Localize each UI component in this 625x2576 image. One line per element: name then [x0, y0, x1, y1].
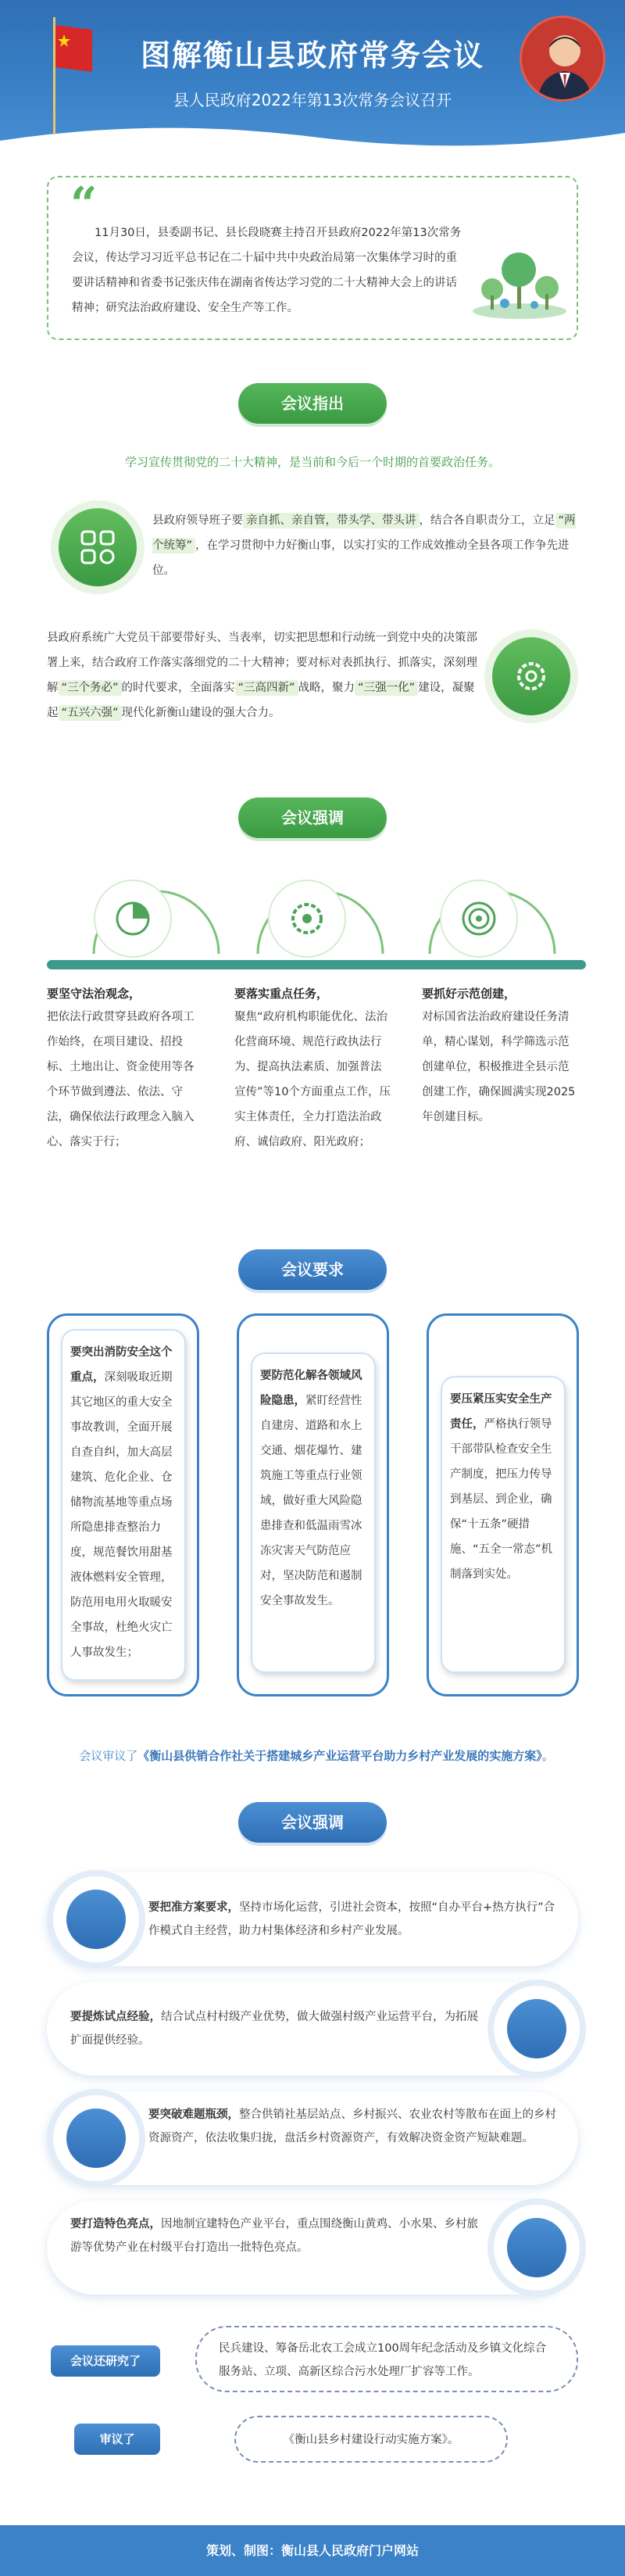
- tree-illustration-icon: [469, 235, 570, 321]
- footer: 策划、制图：衡山县人民政府门户网站: [0, 2525, 625, 2576]
- quote-icon: “: [70, 177, 98, 232]
- target-icon: [440, 880, 518, 958]
- intro-text: 11月30日，县委副书记、县长段晓赛主持召开县政府2022年第13次常务会议，传达学习习近平总书记在二十届中共中央政治局第一次集体学习时的重要讲话精神和省委书记张庆伟在湖南省传达学习党的二十大精神大会上的讲话精神；研究法治政府建设、安全生产等工作。: [72, 227, 462, 314]
- col-text: 聚焦“政府机构职能优化、法治化营商环境、规范行政执法行为、提高执法素质、加强普法宣传”等10个方面重点工作，压实主体责任，全力打造法治政府、诚信政府、阳光政府；: [234, 1011, 391, 1148]
- emphasis-row-text-2: 要提炼试点经验，结合试点村村级产业优势，做大做强村级产业运营平台，为拓展扩面提供经验。: [70, 2011, 478, 2047]
- page-subtitle: 县人民政府2022年第13次常务会议召开: [173, 91, 452, 109]
- reviewed-label: 审议了: [74, 2424, 160, 2455]
- emphasis-row-icon-3: [53, 2095, 139, 2181]
- section-title-emphasis-1: 会议强调: [238, 797, 387, 838]
- col-title: 要坚守法治观念，: [47, 987, 141, 1001]
- apps-icon: [59, 508, 137, 586]
- emphasis-row-text-4: 要打造特色亮点，因地制宜建特色产业平台，重点围绕衡山黄鸡、小水果、乡村旅游等优势产业在村级平台打造出一批特色亮点。: [70, 2218, 478, 2254]
- requirement-card-2: [251, 1352, 376, 1673]
- col-text: 把依法行政贯穿县政府各项工作始终，在项目建设、招投标、土地出让、资金使用等各个环节做到遵法、依法、守法，确保依法行政理念入脑入心、落实于行；: [47, 1011, 195, 1148]
- flag-icon: [47, 17, 94, 134]
- emphasis-row-text-1: 要把准方案要求，坚持市场化运营，引进社会资本，按照“自办平台+热方执行”合作模式自主经营，助力村集体经济和乡村产业发展。: [148, 1901, 555, 1937]
- emphasis-row-icon-2: [494, 1986, 580, 2072]
- also-studied-box: [195, 2326, 578, 2392]
- requirement-text: 要压紧压实安全生产责任，严格执行领导干部带队检查安全生产制度，把压力传导到基层、到企业，确保“十五条”硬措施、“五全一常态”机制落到实处。: [450, 1393, 553, 1581]
- col-title: 要落实重点任务，: [234, 987, 329, 1001]
- requirement-card-1: [61, 1329, 186, 1681]
- section-lead: 学习宣传贯彻党的二十大精神，是当前和今后一个时期的首要政治任务。: [124, 455, 500, 469]
- gear-icon: [492, 637, 570, 715]
- col-text: 对标国省法治政府建设任务清单，精心谋划，科学筛选示范创建单位，积极推进全县示范创建工作，确保圆满实现2025年创建目标。: [422, 1011, 576, 1123]
- also-studied-text: 民兵建设、筹备岳北农工会成立100周年纪念活动及乡镇文化综合服务站、立项、高新区综合污水处理厂扩容等工作。: [219, 2342, 547, 2378]
- emphasis-row-text-3: 要突破难题瓶颈，整合供销社基层站点、乡村振兴、农业农村等散布在面上的乡村资源资产，依法收集归拢，盘活乡村资源资产，有效解决资金资产短缺难题。: [148, 2108, 556, 2144]
- header-wave-decoration: [0, 117, 625, 156]
- pie-chart-icon: [94, 880, 172, 958]
- avatar: [520, 16, 605, 102]
- emphasis-col-2: [234, 985, 391, 1155]
- paragraph-party-members: 县政府系统广大党员干部要带好头、当表率，切实把思想和行动统一到党中央的决策部署上来，结合政府工作落实落细党的二十大精神；要对标对表抓执行、抓落实，深刻理解 “三个务必” 的时代要求，全面落实 “三高四新” 战略，聚力 “三强一化” 建设，凝聚起 “五兴六强” 现代化新衡山建设的强大合力。: [47, 632, 477, 719]
- page-title: 图解衡山县政府常务会议: [140, 38, 484, 73]
- emphasis-col-3: [422, 985, 578, 1130]
- review-line: 会议审议了《衡山县供销合作社关于搭建城乡产业运营平台助力乡村产业发展的实施方案》。: [79, 1749, 554, 1763]
- emphasis-row-icon-4: [494, 2205, 580, 2291]
- section-title-meeting-points: 会议指出: [238, 383, 387, 424]
- emphasis-row-icon-1: [53, 1876, 139, 1962]
- requirement-text: 要防范化解各领域风险隐患，紧盯经营性自建房、道路和水上交通、烟花爆竹、建筑施工等重点行业领域，做好重大风险隐患排查和低温雨雪冰冻灾害天气防范应对，坚决防范和遏制安全事故发生。: [260, 1370, 362, 1607]
- reviewed-box: [234, 2416, 508, 2463]
- emphasis-col-1: [47, 985, 203, 1155]
- paragraph-leadership: 县政府领导班子要 亲自抓、亲自管，带头学、带头讲 ，结合各自职责分工，立足 “两个统筹” ，在学习贯彻中力好衡山事，以实打实的工作成效推动全县各项工作争先进位。: [152, 514, 576, 577]
- section-title-emphasis-2: 会议强调: [238, 1802, 387, 1843]
- col-title: 要抓好示范创建，: [422, 987, 516, 1001]
- requirement-card-3: [441, 1376, 566, 1673]
- requirement-text: 要突出消防安全这个重点，深刻吸取近期其它地区的重大安全事故教训，全面开展自查自纠，加大高层建筑、危化企业、仓储物流基地等重点场所隐患排查整治力度，规范餐饮用甜基液体燃料安全管理，防范用电用火取暖安全事故，杜绝火灾亡人事故发生；: [70, 1346, 173, 1659]
- also-studied-label: 会议还研究了: [51, 2345, 160, 2377]
- target-gear-icon: [268, 880, 346, 958]
- section-title-requirements: 会议要求: [238, 1249, 387, 1290]
- reviewed-text: 《衡山县乡村建设行动实施方案》。: [283, 2434, 459, 2446]
